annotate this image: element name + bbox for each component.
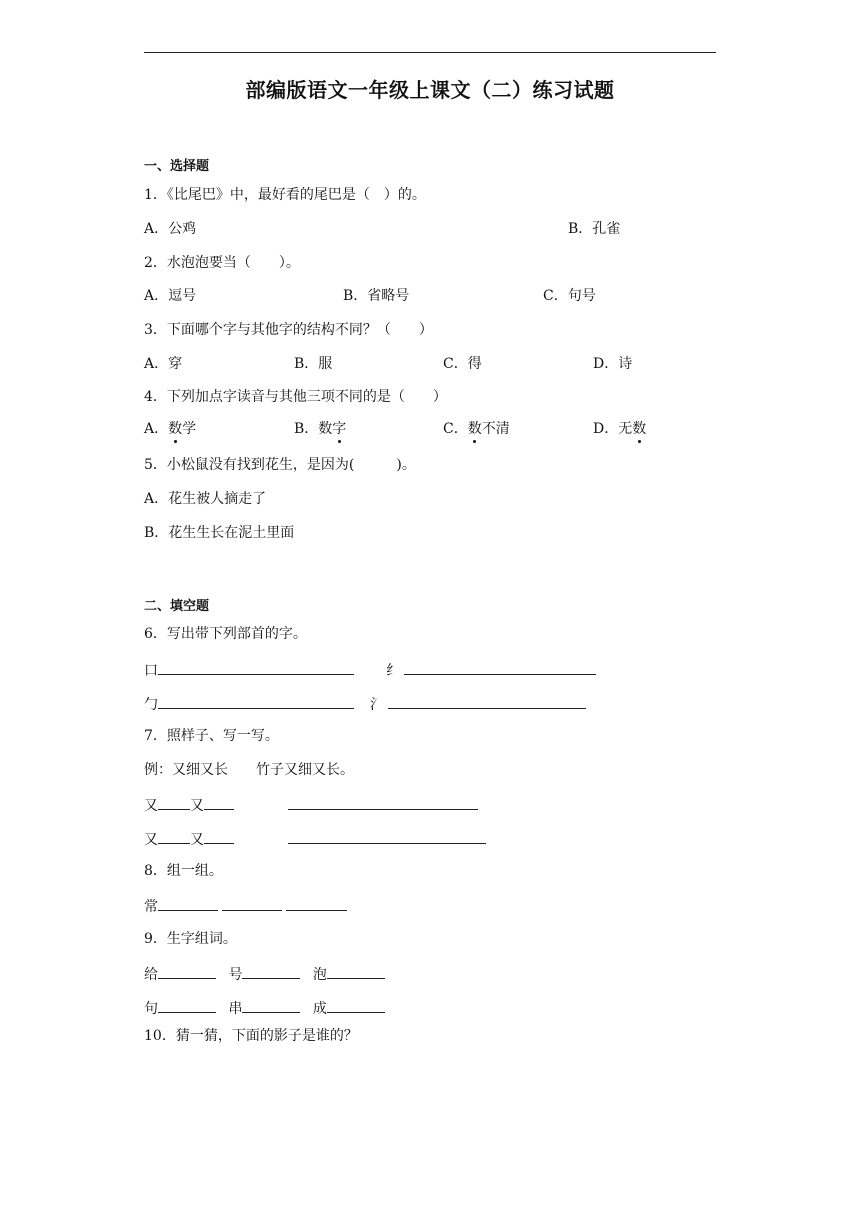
base-char: 号 [228,967,243,983]
q9-row-2 [144,998,385,1018]
answer-blank[interactable] [288,795,478,810]
answer-blank[interactable] [158,896,218,911]
section-heading-fill: 二、填空题 [144,599,210,614]
question-6: 6．写出带下列部首的字。 [144,626,307,642]
q4-option-d [593,420,646,438]
q5-option-a: A．花生被人摘走了 [144,491,267,507]
base-char: 常 [144,899,158,915]
q3-option-c: C．得 [443,356,482,372]
option-letter: A． [144,421,169,437]
q1-option-b: B．孔雀 [568,221,621,237]
you-char: 又 [190,832,204,848]
question-9: 9．生字组词。 [144,931,237,947]
question-1: 1．《比尾巴》中，最好看的尾巴是（ ）的。 [144,187,426,203]
dotted-char: 数 [168,421,183,437]
answer-blank[interactable] [404,660,596,675]
answer-blank[interactable] [158,795,190,810]
q3-option-b: B．服 [294,356,333,372]
q7-row-2-sentence [288,829,486,849]
answer-blank[interactable] [158,964,216,979]
q1-option-a: A．公鸡 [144,221,197,237]
answer-blank[interactable] [158,998,216,1013]
question-2: 2．水泡泡要当（ ）。 [144,255,300,271]
question-10: 10．猜一猜，下面的影子是谁的？ [144,1028,358,1044]
q6-row-2 [144,694,354,714]
base-char: 成 [312,1001,327,1017]
you-char: 又 [144,798,158,814]
q3-option-d: D．诗 [593,356,633,372]
dotted-char: 数 [632,421,647,437]
base-char: 泡 [312,967,327,983]
answer-blank[interactable] [242,998,300,1013]
question-8: 8．组一组。 [144,863,223,879]
option-letter: D． [593,421,619,437]
q7-row-2 [144,829,234,849]
answer-blank[interactable] [288,829,486,844]
option-text: 不清 [481,421,510,437]
dotted-char: 字 [332,421,347,437]
q6-row-2b [370,694,586,714]
answer-blank[interactable] [242,964,300,979]
q4-option-c [443,420,510,438]
question-5: 5．小松鼠没有找到花生，是因为( )。 [144,457,416,473]
base-char: 给 [144,967,158,983]
answer-blank[interactable] [388,694,586,709]
q5-option-b: B．花生生长在泥土里面 [144,525,295,541]
radical-label: 勹 [144,697,158,713]
page-title: 部编版语文一年级上课文（二）练习试题 [245,78,615,102]
dotted-char: 数 [467,421,482,437]
answer-blank[interactable] [286,896,347,911]
you-char: 又 [190,798,204,814]
answer-blank[interactable] [158,694,354,709]
q6-row-1b [386,660,596,680]
q2-option-a: A．逗号 [144,288,197,304]
q2-option-b: B．省略号 [343,288,410,304]
radical-label: 口 [144,663,158,679]
question-4: 4．下列加点字读音与其他三项不同的是（ ） [144,389,447,405]
base-char: 句 [144,1001,158,1017]
answer-blank[interactable] [204,829,234,844]
q3-option-a: A．穿 [144,356,183,372]
option-text: 学 [182,421,197,437]
option-letter: C． [443,421,468,437]
question-3: 3．下面哪个字与其他字的结构不同？（ ） [144,322,433,338]
section-heading-choice: 一、选择题 [144,159,210,174]
base-char: 串 [228,1001,243,1017]
answer-blank[interactable] [204,795,234,810]
answer-blank[interactable] [158,829,190,844]
answer-blank[interactable] [222,896,282,911]
option-text: 数 [318,421,333,437]
option-text: 无 [618,421,633,437]
answer-blank[interactable] [158,660,354,675]
radical-label: 纟 [386,663,400,679]
q9-row-1 [144,964,385,984]
q7-row-1 [144,795,234,815]
option-letter: B． [294,421,319,437]
you-char: 又 [144,832,158,848]
radical-label: 氵 [370,697,384,713]
q4-option-a [144,420,196,438]
q6-row-1 [144,660,354,680]
header-rule [144,52,716,53]
q2-option-c: C．句号 [543,288,596,304]
answer-blank[interactable] [327,998,385,1013]
q8-row [144,896,347,916]
q7-row-1-sentence [288,795,478,815]
q4-option-b [294,420,346,438]
answer-blank[interactable] [327,964,385,979]
q7-example: 例：又细又长 竹子又细又长。 [144,762,354,778]
question-7: 7．照样子、写一写。 [144,728,279,744]
